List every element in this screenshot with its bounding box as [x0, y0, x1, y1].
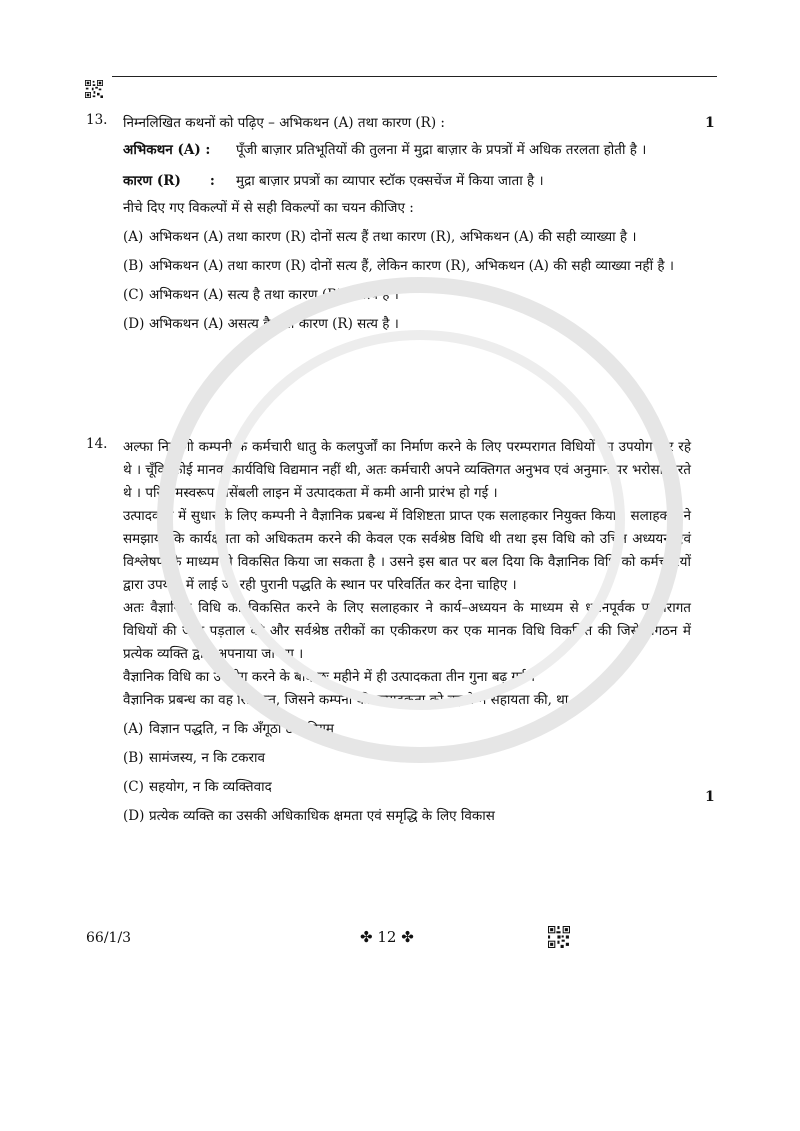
option-label: (A)	[123, 721, 144, 737]
option-label: (C)	[123, 287, 144, 303]
option-a[interactable]	[123, 226, 691, 249]
option-c[interactable]	[123, 284, 691, 307]
option-text: अभिकथन (A) तथा कारण (R) दोनों सत्य हैं तथा कारण (R), अभिकथन (A) की सही व्याख्या है ।	[149, 229, 637, 245]
option-label: (A)	[123, 229, 144, 245]
paper-code: 66/1/3	[86, 930, 132, 946]
option-text: सामंजस्य, न कि टकराव	[149, 750, 266, 766]
question-13	[86, 112, 706, 336]
option-text: अभिकथन (A) सत्य है तथा कारण (R) असत्य है ।	[149, 287, 399, 303]
option-label: (B)	[123, 258, 144, 274]
option-b[interactable]	[123, 255, 691, 278]
option-text: सहयोग, न कि व्यक्तिवाद	[149, 779, 272, 795]
marks-q14: 1	[705, 789, 715, 805]
question-14	[86, 436, 706, 828]
option-d[interactable]	[123, 313, 691, 336]
case-paragraph: उत्पादकता में सुधार के लिए कम्पनी ने वैज्ञानिक प्रबन्ध में विशिष्टता प्राप्त एक सलाहकार नियुक्त किया । सलाहकार ने समझाया कि कार्यक्षमता को अधिकतम करने की केवल एक सर्वश्रेष्ठ विधि थी तथा इस विधि को उचित अध्ययन एवं विश्लेषण के माध्यम से विकसित किया जा सकता है । उसने इस बात पर बल दिया कि वैज्ञानिक विधि को कर्मचारियों द्वारा उपयोग में लाई जा रही पुरानी पद्धति के स्थान पर परिवर्तित कर देना चाहिए ।	[123, 508, 691, 593]
case-paragraph: अतः वैज्ञानिक विधि को विकसित करने के लिए सलाहकार ने कार्य–अध्ययन के माध्यम से ध्यानपूर्वक परम्परागत विधियों की जाँच पड़ताल की और सर्वश्रेष्ठ तरीकों का एकीकरण कर एक मानक विधि विकसित की जिसे संगठन में प्रत्येक व्यक्ति द्वारा अपनाया जायेगा ।	[123, 600, 691, 662]
reason-label	[123, 170, 236, 193]
assertion-label: अभिकथन (A) :	[123, 142, 211, 158]
qr-code-icon	[548, 926, 570, 948]
reason-colon: :	[209, 173, 215, 189]
case-paragraph: अल्फा निर्माणी कम्पनी के कर्मचारी धातु के कलपुर्जों का निर्माण करने के लिए परम्परागत विधियों का उपयोग कर रहे थे । चूँकि कोई मानक कार्यविधि विद्यमान नहीं थी, अतः कर्मचारी अपने व्यक्तिगत अनुभव एवं अनुमान पर भरोसा करते थे । परिणामस्वरूप असेंबली लाइन में उत्पादकता में कमी आनी प्रारंभ हो गई ।	[123, 439, 691, 501]
question-prompt: वैज्ञानिक प्रबन्ध का वह सिद्धान्त, जिसने कम्पनी की उत्पादकता को बढ़ाने में सहायता की, था :	[123, 692, 578, 708]
option-text: अभिकथन (A) असत्य है तथा कारण (R) सत्य है ।	[149, 316, 399, 332]
option-c[interactable]	[123, 776, 691, 799]
reason-text: मुद्रा बाज़ार प्रपत्रों का व्यापार स्टॉक एक्सचेंज में किया जाता है ।	[236, 173, 544, 189]
marks-q13: 1	[705, 115, 715, 131]
top-rule	[112, 76, 717, 77]
option-d[interactable]	[123, 805, 691, 828]
reason-label-text: कारण (R)	[123, 173, 181, 189]
option-text: विज्ञान पद्धति, न कि अँगूठा टेक नियम	[149, 721, 335, 737]
option-text: प्रत्येक व्यक्ति का उसकी अधिकाधिक क्षमता एवं समृद्धि के लिए विकास	[149, 808, 495, 824]
option-b[interactable]	[123, 747, 691, 770]
option-label: (B)	[123, 750, 144, 766]
option-text: अभिकथन (A) तथा कारण (R) दोनों सत्य हैं, लेकिन कारण (R), अभिकथन (A) की सही व्याख्या नहीं है ।	[149, 258, 674, 274]
instruction-text: नीचे दिए गए विकल्पों में से सही विकल्पों का चयन कीजिए :	[123, 200, 414, 216]
case-paragraph: वैज्ञानिक विधि का उपयोग करने के बाद छः महीने में ही उत्पादकता तीन गुना बढ़ गई ।	[123, 669, 536, 685]
option-label: (D)	[123, 808, 145, 824]
option-label: (C)	[123, 779, 144, 795]
assertion-text: पूँजी बाज़ार प्रतिभूतियों की तुलना में मुद्रा बाज़ार के प्रपत्रों में अधिक तरलता होती है ।	[236, 142, 647, 158]
option-a[interactable]	[123, 718, 691, 741]
question-number: 13.	[86, 112, 108, 128]
page-number: ✤ 12 ✤	[360, 928, 414, 946]
qr-code-icon	[85, 80, 103, 98]
question-prompt: निम्नलिखित कथनों को पढ़िए – अभिकथन (A) तथा कारण (R) :	[123, 115, 445, 131]
option-label: (D)	[123, 316, 145, 332]
question-number: 14.	[86, 436, 108, 452]
